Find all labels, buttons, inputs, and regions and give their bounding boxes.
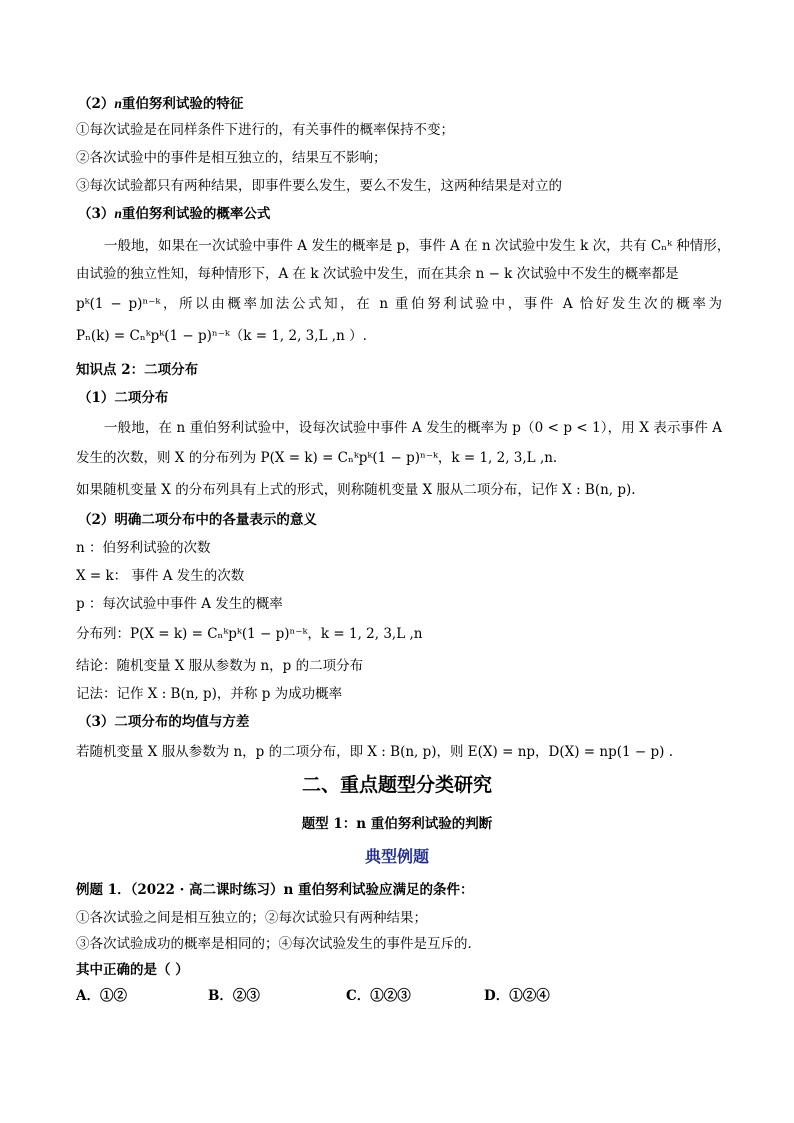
formula-para-line-4: Pₙ(k) = Cₙᵏpᵏ(1 − p)ⁿ⁻ᵏ（k = 1, 2, 3,L ,n ）. [76,328,367,344]
feature-item-1: ①每次试验是在同样条件下进行的，有关事件的概率保持不变； [76,122,454,138]
option-b[interactable]: B．②③ [208,988,260,1004]
binomial-subheading-3: （3）二项分布的均值与方差 [78,714,250,730]
section-3-var: n [114,206,122,221]
feature-item-3: ③每次试验都只有两种结果，即事件要么发生，要么不发生，这两种结果是对立的 [76,178,562,194]
meaning-line-conclusion: 结论：随机变量 X 服从参数为 n，p 的二项分布 [76,658,364,674]
mean-variance-line: 若随机变量 X 服从参数为 n，p 的二项分布，即 X : B(n, p)，则 E(X) = np，D(X) = np(1 − p) . [76,744,673,760]
feature-item-2: ②各次试验中的事件是相互独立的，结果互不影响； [76,150,387,166]
example-1-conditions-2: ③各次试验成功的概率是相同的；④每次试验发生的事件是互斥的． [76,936,481,952]
binomial-subheading-1: （1）二项分布 [78,390,169,406]
section-3-text: 重伯努利试验的概率公式 [121,206,271,222]
meaning-line-x: X = k： 事件 A 发生的次数 [76,568,245,584]
formula-para-line-3: pᵏ(1 − p)ⁿ⁻ᵏ，所以由概率加法公式知，在 n 重伯努利试验中，事件 A 恰好发生次的概率为 [76,296,722,312]
binomial-subheading-2: （2）明确二项分布中的各量表示的意义 [78,512,317,528]
binomial-para-line-3: 如果随机变量 X 的分布列具有上式的形式，则称随机变量 X 服从二项分布，记作 X : B(n, p). [76,482,636,498]
section-2-text: 重伯努利试验的特征 [121,96,244,112]
formula-para-line-2: 由试验的独立性知，每种情形下，A 在 k 次试验中发生，而在其余 n − k 次试验中不发生的概率都是 [76,266,679,282]
part-2-title: 二、重点题型分类研究 [301,774,492,796]
formula-para-line-1: 一般地，如果在一次试验中事件 A 发生的概率是 p，事件 A 在 n 次试验中发生 k 次，共有 Cₙᵏ 种情形， [104,238,731,254]
option-c[interactable]: C．①②③ [346,988,411,1004]
knowledge-point-2-title: 知识点 2：二项分布 [76,362,199,378]
binomial-para-line-2: 发生的次数，则 X 的分布列为 P(X = k) = Cₙᵏpᵏ(1 − p)ⁿ⁻ᵏ，k = 1, 2, 3,L ,n. [76,450,558,466]
question-type-1-title: 题型 1：n 重伯努利试验的判断 [301,816,493,832]
binomial-para-line-1: 一般地，在 n 重伯努利试验中，设每次试验中事件 A 发生的概率为 p（0 < p < 1），用 X 表示事件 A [104,420,722,436]
meaning-line-n: n ：伯努利试验的次数 [76,540,211,556]
section-3-heading [78,204,270,224]
typical-examples-title: 典型例题 [364,847,429,866]
option-a[interactable]: A．①② [76,988,127,1004]
example-1-question: 其中正确的是（ ） [76,962,189,978]
meaning-line-notation: 记法：记作 X : B(n, p)，并称 p 为成功概率 [76,686,343,702]
section-2-prefix: （2） [78,96,115,112]
section-2-var: n [114,96,122,111]
section-3-prefix: （3） [78,206,115,222]
section-2-heading [78,94,243,114]
meaning-line-p: p ：每次试验中事件 A 发生的概率 [76,596,283,612]
example-1-label: 例题 1．（2022 · 高二课时练习）n 重伯努利试验应满足的条件： [76,882,474,898]
meaning-line-distribution: 分布列：P(X = k) = Cₙᵏpᵏ(1 − p)ⁿ⁻ᵏ，k = 1, 2, 3,L ,n [76,626,423,642]
example-1-conditions-1: ①各次试验之间是相互独立的；②每次试验只有两种结果； [76,910,427,926]
option-d[interactable]: D．①②④ [484,988,550,1004]
